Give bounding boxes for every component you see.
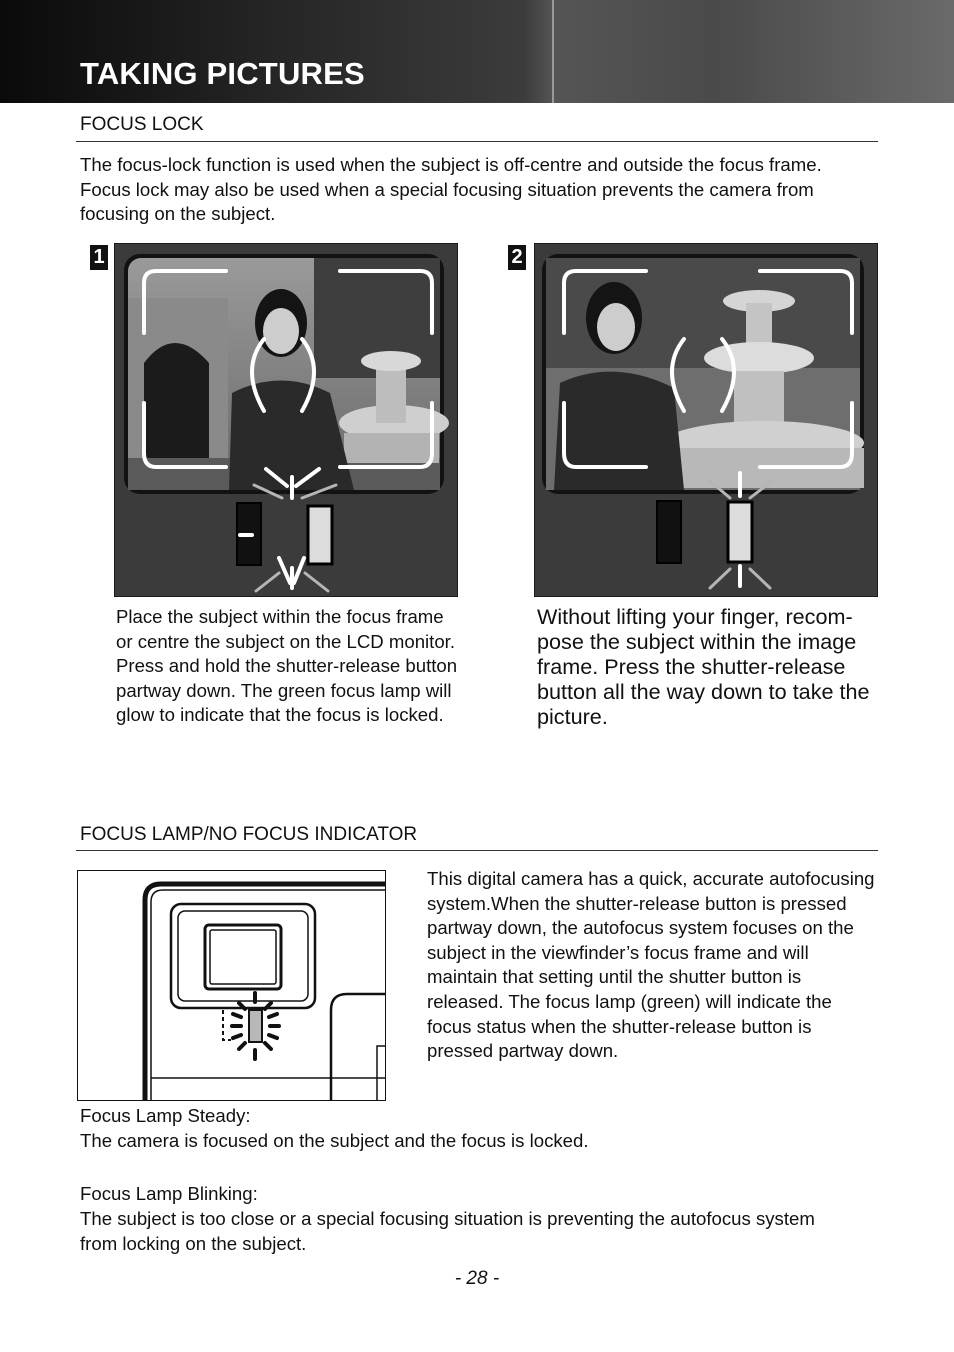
- blinking-text: The subject is too close or a special focusing situation is preventing the autofocus system from locking on the subject.: [80, 1208, 815, 1254]
- focus-lock-intro: The focus-lock function is used when the subject is off-centre and outside the focus frame. Focus lock may also be used when a special focusing situation prevents the camera from focusing on the subject.: [80, 154, 822, 225]
- header-divider: [552, 0, 554, 103]
- camera-focus-lamp-illustration: [77, 870, 386, 1106]
- page-number: - 28 -: [454, 1268, 500, 1289]
- focus-lamp-description: This digital camera has a quick, accurate autofocusing system.When the shutter-release button is pressed partway down, the autofocus system focuses on the subject in the viewfinder’s focus frame and will maintain that setting until the shutter button is released. The focus lamp (green) will indicate the focus status when the shutter-release button is pressed partway down.: [427, 868, 875, 1062]
- section-rule: [76, 141, 878, 142]
- page-title: TAKING PICTURES: [80, 56, 365, 91]
- section-heading-focus-lock: FOCUS LOCK: [80, 114, 204, 135]
- steady-title: Focus Lamp Steady:: [80, 1105, 251, 1126]
- section-rule: [76, 850, 878, 851]
- steady-text: The camera is focused on the subject and the focus is locked.: [80, 1130, 589, 1151]
- blinking-title: Focus Lamp Blinking:: [80, 1183, 258, 1204]
- step-badge-2: 2: [508, 245, 526, 270]
- step-badge-1: 1: [90, 245, 108, 270]
- section-heading-focus-lamp: FOCUS LAMP/NO FOCUS INDICATOR: [80, 824, 418, 845]
- step-1-photo: [114, 243, 458, 597]
- step-2-photo: [534, 243, 878, 597]
- step-2-caption: Without lifting your finger, recom-pose the subject within the image frame. Press the shutter-release button all the way down to take the picture.: [537, 604, 870, 729]
- step-1-caption: Place the subject within the focus frame or centre the subject on the LCD monitor. Press and hold the shutter-release button partway down. The green focus lamp will glow to indicate that the focus is locked.: [116, 606, 458, 726]
- header-band: [0, 0, 954, 103]
